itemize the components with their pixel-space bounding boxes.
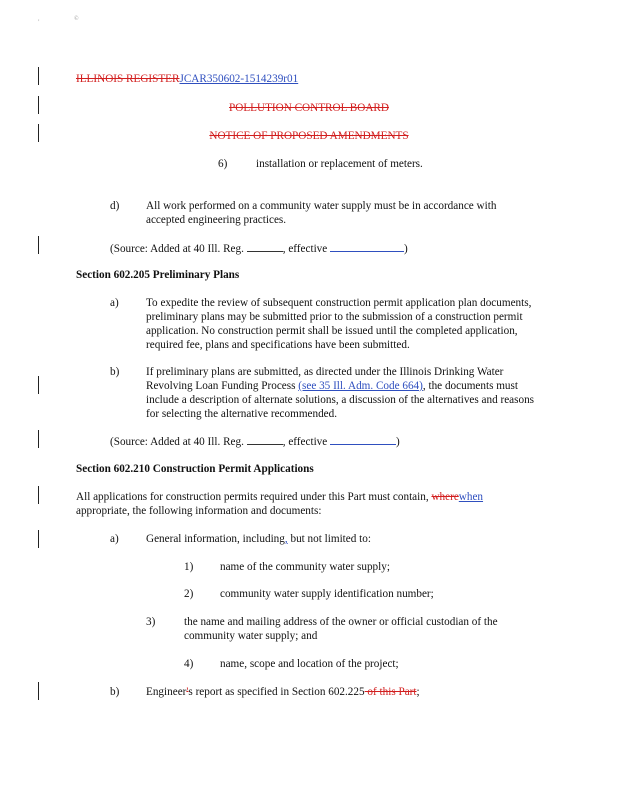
sec205-b-text: If preliminary plans are submitted, as directed under the Illinois Drinking Water Revolving Loan Funding Process (see 35 Ill. Adm. Code 664), the documents must include a description of alternate solutions, a discussion of the alternatives and reasons for selecting the alternative recommended.	[146, 366, 535, 420]
sec210-b-text: Engineer's report as specified in Section 602.225 of this Part;	[146, 686, 420, 698]
change-bar	[38, 430, 39, 448]
item-d-letter: d)	[110, 200, 120, 212]
change-bar	[38, 486, 39, 504]
sec205-a-letter: a)	[110, 297, 119, 309]
corner-mark-1: ,	[38, 16, 40, 22]
corner-mark-2: ©	[74, 16, 79, 22]
source-note-1: (Source: Added at 40 Ill. Reg. , effective )	[110, 243, 408, 255]
register-line	[76, 72, 298, 86]
sec210-b-letter: b)	[110, 686, 120, 698]
subitem-number: 2)	[184, 588, 194, 600]
subitem-number: 3)	[146, 616, 156, 628]
change-bar	[38, 530, 39, 548]
sec210-intro-deleted: where	[431, 491, 459, 503]
sec210-a-text: General information, including, but not limited to:	[146, 533, 371, 545]
board-heading: POLLUTION CONTROL BOARD	[229, 102, 389, 114]
register-inserted: JCAR350602-1514239r01	[179, 73, 299, 85]
register-deleted: ILLINOIS REGISTER	[76, 73, 180, 85]
sec210-a-inserted: ,	[284, 533, 288, 545]
sec210-intro-inserted: when	[458, 491, 484, 503]
blank-field	[247, 434, 283, 445]
section-205-title: Section 602.205 Preliminary Plans	[76, 269, 240, 281]
subitem-number: 1)	[184, 561, 194, 573]
sec210-a-letter: a)	[110, 533, 119, 545]
change-bar	[38, 236, 39, 254]
sec210-b-deleted-mark: '	[186, 686, 189, 698]
blank-field	[330, 241, 404, 252]
change-bar	[38, 682, 39, 700]
sec205-b-inserted: (see 35 Ill. Adm. Code 664)	[298, 380, 423, 392]
subitem-text: community water supply identification number;	[220, 588, 434, 600]
source-note-2: (Source: Added at 40 Ill. Reg. , effective )	[110, 436, 400, 448]
subitem-text: name, scope and location of the project;	[220, 658, 399, 670]
sec205-a-text: To expedite the review of subsequent construction permit application plan documents, preliminary plans may be submitted prior to the submission of a construction permit application. No construction permit shall be issued until the completed application, required fee, plans and specifications have been submitted.	[146, 297, 532, 351]
change-bar	[38, 67, 39, 85]
sec210-b-deleted: of this Part	[364, 686, 417, 698]
subitem-text: the name and mailing address of the owner or official custodian of the community water supply; and	[184, 616, 498, 642]
subitem-number: 4)	[184, 658, 194, 670]
change-bar	[38, 376, 39, 394]
item-6-text: installation or replacement of meters.	[256, 158, 423, 170]
sec210-intro: All applications for construction permits required under this Part must contain, wherewhen appropriate, the following information and documents:	[76, 491, 484, 517]
item-6-number: 6)	[218, 158, 228, 170]
subitem-text: name of the community water supply;	[220, 561, 390, 573]
section-210-title: Section 602.210 Construction Permit Applications	[76, 463, 314, 475]
notice-heading: NOTICE OF PROPOSED AMENDMENTS	[209, 130, 409, 142]
blank-field	[247, 241, 283, 252]
item-d-text: All work performed on a community water supply must be in accordance with accepted engineering practices.	[146, 200, 497, 226]
blank-field	[330, 434, 396, 445]
sec205-b-letter: b)	[110, 366, 120, 378]
